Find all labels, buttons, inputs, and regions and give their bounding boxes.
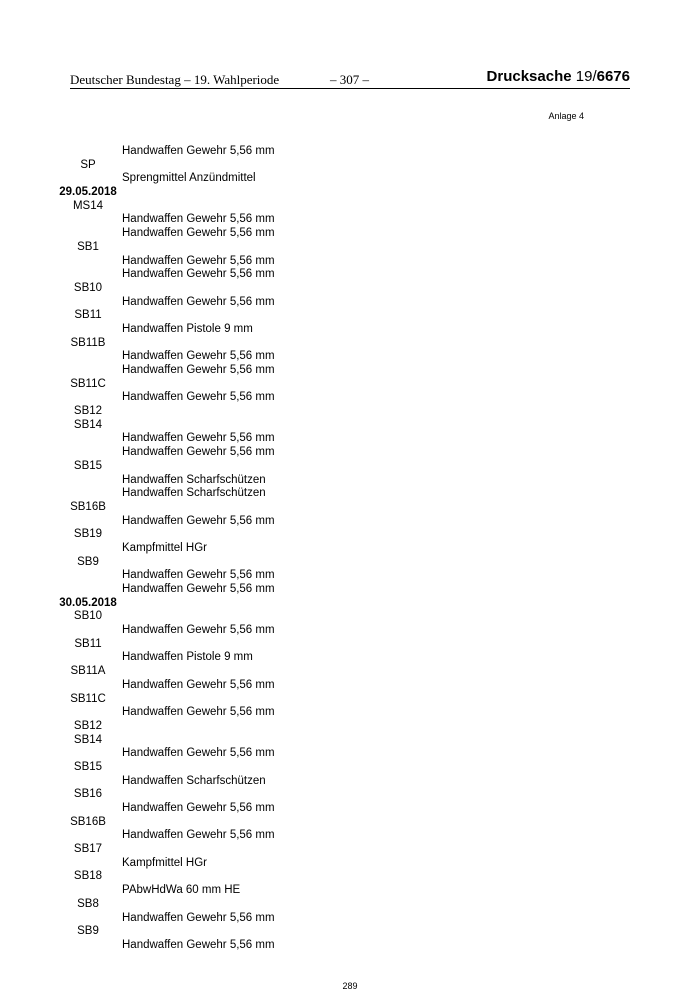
list-item xyxy=(0,857,700,871)
unit-code: SB12 xyxy=(73,405,103,418)
list-item xyxy=(0,679,700,693)
list-item xyxy=(0,693,700,707)
list-item xyxy=(0,912,700,926)
unit-code: SB9 xyxy=(77,555,99,568)
list-item xyxy=(0,186,700,200)
unit-code: SB15 xyxy=(73,459,103,472)
list-item xyxy=(0,665,700,679)
item-description: Handwaffen Gewehr 5,56 mm xyxy=(122,432,275,445)
list-item xyxy=(0,378,700,392)
list-item xyxy=(0,816,700,830)
list-item xyxy=(0,200,700,214)
list-item xyxy=(0,432,700,446)
list-item xyxy=(0,282,700,296)
unit-code: SB11 xyxy=(74,637,102,650)
list-item xyxy=(0,624,700,638)
header-title: Deutscher Bundestag – 19. Wahlperiode xyxy=(70,72,280,87)
list-item xyxy=(0,802,700,816)
list-item xyxy=(0,337,700,351)
unit-code: SB11C xyxy=(70,692,106,705)
item-description: Handwaffen Gewehr 5,56 mm xyxy=(122,747,275,760)
item-description: Handwaffen Gewehr 5,56 mm xyxy=(122,364,275,376)
list-item xyxy=(0,898,700,912)
unit-code: SB16 xyxy=(73,788,103,801)
list-item xyxy=(0,569,700,583)
list-item xyxy=(0,296,700,310)
unit-code: SB9 xyxy=(77,925,99,938)
item-description: Handwaffen Gewehr 5,56 mm xyxy=(122,514,275,527)
item-description: Handwaffen Gewehr 5,56 mm xyxy=(122,227,275,240)
footer-page-number: 289 xyxy=(342,981,358,991)
list-item xyxy=(0,309,700,323)
item-description: Kampfmittel HGr xyxy=(122,856,207,869)
item-description: PAbwHdWa 60 mm HE xyxy=(122,884,241,897)
unit-code: SB18 xyxy=(73,870,103,883)
item-description: Handwaffen Gewehr 5,56 mm xyxy=(122,145,275,157)
header-rule xyxy=(70,88,630,89)
list-item xyxy=(0,788,700,802)
list-item xyxy=(0,446,700,460)
anlage-label: Anlage 4 xyxy=(548,111,584,121)
date-heading: 30.05.2018 xyxy=(59,596,117,609)
item-description: Handwaffen Gewehr 5,56 mm xyxy=(122,254,275,267)
document-list xyxy=(0,145,700,953)
list-item xyxy=(0,761,700,775)
unit-code: SB11A xyxy=(70,665,106,678)
item-description: Handwaffen Gewehr 5,56 mm xyxy=(122,569,275,582)
list-item xyxy=(0,227,700,241)
unit-code: SB12 xyxy=(73,719,103,732)
drucksache-label: Drucksache xyxy=(486,68,572,85)
list-item xyxy=(0,350,700,364)
list-item xyxy=(0,268,700,282)
unit-code: SB16B xyxy=(70,500,106,513)
list-item xyxy=(0,747,700,761)
list-item xyxy=(0,364,700,378)
item-description: Handwaffen Gewehr 5,56 mm xyxy=(122,446,275,459)
unit-code: SB10 xyxy=(73,610,103,623)
list-item xyxy=(0,213,700,227)
list-item xyxy=(0,487,700,501)
drucksache-number: 6676 xyxy=(596,68,630,85)
list-item xyxy=(0,391,700,405)
item-description: Handwaffen Pistole 9 mm xyxy=(122,651,253,664)
unit-code: SB15 xyxy=(73,760,103,773)
unit-code: SB17 xyxy=(73,843,103,856)
header-page-number: – 307 – xyxy=(330,72,369,87)
unit-code: SB16B xyxy=(70,815,106,828)
unit-code: SB11B xyxy=(70,336,106,349)
item-description: Handwaffen Gewehr 5,56 mm xyxy=(122,706,275,719)
list-item xyxy=(0,474,700,488)
item-description: Handwaffen Gewehr 5,56 mm xyxy=(122,213,275,226)
list-item xyxy=(0,323,700,337)
list-item xyxy=(0,159,700,173)
unit-code: MS14 xyxy=(72,199,104,212)
unit-code: SB14 xyxy=(73,733,103,746)
list-item xyxy=(0,925,700,939)
list-item xyxy=(0,939,700,953)
unit-code: SB11C xyxy=(70,377,106,390)
list-item xyxy=(0,720,700,734)
item-description: Sprengmittel Anzündmittel xyxy=(122,172,256,185)
item-description: Handwaffen Gewehr 5,56 mm xyxy=(122,391,275,404)
list-item xyxy=(0,528,700,542)
item-description: Kampfmittel HGr xyxy=(122,541,207,554)
item-description: Handwaffen Gewehr 5,56 mm xyxy=(122,350,275,363)
unit-code: SB1 xyxy=(77,240,99,253)
item-description: Handwaffen Gewehr 5,56 mm xyxy=(122,802,275,814)
list-item xyxy=(0,172,700,186)
list-item xyxy=(0,405,700,419)
drucksache-number-prefix: 19/ xyxy=(575,68,597,85)
list-item xyxy=(0,241,700,255)
header-drucksache xyxy=(487,68,630,85)
list-item xyxy=(0,734,700,748)
item-description: Handwaffen Scharfschützen xyxy=(122,473,266,486)
item-description: Handwaffen Scharfschützen xyxy=(122,774,266,787)
unit-code: SB19 xyxy=(73,528,103,541)
list-item xyxy=(0,651,700,665)
list-item xyxy=(0,542,700,556)
item-description: Handwaffen Gewehr 5,56 mm xyxy=(122,938,275,951)
list-item xyxy=(0,829,700,843)
unit-code: SB14 xyxy=(73,418,103,431)
item-description: Handwaffen Gewehr 5,56 mm xyxy=(122,911,275,924)
item-description: Handwaffen Gewehr 5,56 mm xyxy=(122,678,275,691)
list-item xyxy=(0,597,700,611)
list-item xyxy=(0,610,700,624)
item-description: Handwaffen Pistole 9 mm xyxy=(122,322,253,335)
list-item xyxy=(0,419,700,433)
item-description: Handwaffen Scharfschützen xyxy=(122,487,266,500)
list-item xyxy=(0,706,700,720)
item-description: Handwaffen Gewehr 5,56 mm xyxy=(122,829,275,842)
list-item xyxy=(0,638,700,652)
item-description: Handwaffen Gewehr 5,56 mm xyxy=(122,268,275,281)
list-item xyxy=(0,145,700,159)
list-item xyxy=(0,501,700,515)
item-description: Handwaffen Gewehr 5,56 mm xyxy=(122,583,275,595)
list-item xyxy=(0,884,700,898)
list-item xyxy=(0,515,700,529)
date-heading: 29.05.2018 xyxy=(59,186,117,199)
unit-code: SB8 xyxy=(77,897,99,910)
unit-code: SP xyxy=(80,158,96,171)
unit-code: SB10 xyxy=(73,281,103,294)
list-item xyxy=(0,870,700,884)
list-item xyxy=(0,583,700,597)
list-item xyxy=(0,843,700,857)
list-item xyxy=(0,255,700,269)
list-item xyxy=(0,556,700,570)
unit-code: SB11 xyxy=(74,309,102,322)
item-description: Handwaffen Gewehr 5,56 mm xyxy=(122,295,275,308)
list-item xyxy=(0,775,700,789)
list-item xyxy=(0,460,700,474)
item-description: Handwaffen Gewehr 5,56 mm xyxy=(122,624,275,637)
